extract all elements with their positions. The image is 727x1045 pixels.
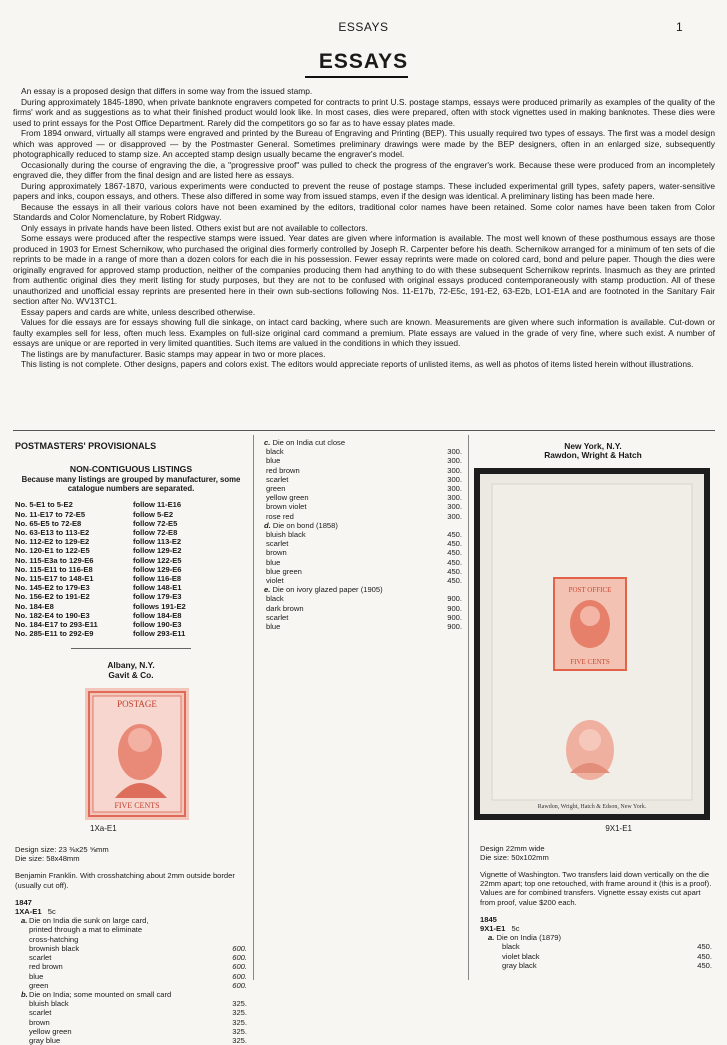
color-name: scarlet [266,539,289,549]
noncontig-row [15,500,186,509]
color-value-row [258,484,462,493]
color-value-row [258,493,462,502]
intro-paragraph: Essay papers and cards are white, unless described otherwise. [21,306,256,317]
color-value-row [258,475,462,484]
albany-stamp-image [85,688,189,820]
noncontig-range: No. 156-E2 to 191-E2 [15,592,90,602]
noncontig-table [15,500,186,638]
color-name: blue [29,971,44,981]
ny-caption: 9X1-E1 [605,824,632,834]
color-name: green [266,484,286,494]
variety-letter: b. [21,989,28,999]
noncontig-follow: follow 184-E8 [133,610,182,620]
variety-a [474,933,712,942]
intro-paragraph: Values for die essays are for essays showing full die sinkage, on intact card backing, where such are known. Measurements are given where such information is available. Cut-down or faulty examples sell for less, often much less. Examples on full-size original card command a premium. Plate essays are valued in the grade of very fine, where such exist. A number of essays are unique or are reported in very limited quantities. Such items are valued in the conditions in which they issued. [13,317,715,348]
color-value-row [258,456,462,465]
color-value-row [258,613,462,622]
noncontig-follow: follow 293-E11 [133,629,186,639]
noncontig-range: No. 115-E17 to 148-E1 [15,574,94,584]
catalogue-value: 600. [232,971,247,981]
color-name: scarlet [266,474,289,484]
die-size: Die size: 58x48mm [15,854,80,864]
noncontig-row [15,602,186,611]
color-value-row [258,539,462,548]
variety-text: Die on India die sunk on large card, printed through a mat to eliminate cross-hatching [29,916,149,944]
section-heading: POSTMASTERS' PROVISIONALS [15,441,157,451]
noncontig-row [15,565,186,574]
catalogue-value: 900. [447,622,462,632]
intro-paragraph: From 1894 onward, virtually all stamps were engraved and printed by the Bureau of Engraving and Printing (BEP). This usually required two types of essays. The first was a model design which was approved — or disapproved — by the Postmaster General. Sometimes preliminary drawings were made by the BEP designers, often in an enlarged size, subsequently photographically reduced to stamp size. An accepted stamp design usually became the engraver's model. [13,128,715,159]
color-value-row [15,1027,247,1036]
column-right [474,442,712,970]
catalogue-value: 300. [447,502,462,512]
intro-paragraph: Because the essays in all their various colors have not been examined by the editors, traditional color names have been retained. Some color names have been taken from Color Standards and Color Nomenclature, by Robert Ridgway. [13,201,715,222]
variety-text: Die on India; some mounted on small card [29,989,172,999]
noncontig-row [15,510,186,519]
intro-paragraph: Only essays in private hands have been listed. Others exist but are not available to collectors. [21,222,368,233]
noncontig-range: No. 115-E3a to 129-E6 [15,555,94,565]
color-name: blue [266,622,281,632]
noncontig-range: No. 145-E2 to 179-E3 [15,583,90,593]
noncontig-range: No. 5-E1 to 5-E2 [15,500,73,510]
catalogue-value: 450. [447,539,462,549]
color-name: gray blue [29,1035,61,1045]
divider [71,648,191,649]
column-divider [253,435,254,980]
noncontig-row [15,528,186,537]
catalogue-value: 600. [232,953,247,963]
intro-paragraph: Occasionally during the course of engraving the die, a "progressive proof" was pulled to check the progress of the engraver's work. Because these were produced from an incompletely engraved die, they differ from the final design and are listed here as essays. [13,159,715,180]
noncontig-note: Because many listings are grouped by manufacturer, some catalogue numbers are separated. [21,475,241,494]
intro-paragraph: The listings are by manufacturer. Basic stamps may appear in two or more places. [21,348,326,359]
noncontig-heading: NON-CONTIGUOUS LISTINGS [69,464,193,475]
design-size: Design 22mm wide [480,843,545,853]
noncontig-range: No. 115-E11 to 116-E8 [15,564,93,574]
color-name: brown violet [266,502,307,512]
albany-maker: Gavit & Co. [108,669,154,680]
color-name: blue [266,456,281,466]
variety-d [258,521,462,530]
color-value-row [15,981,247,990]
color-value-row [258,548,462,557]
variety-letter: c. [264,438,271,447]
noncontig-range: No. 182-E4 to 190-E3 [15,610,90,620]
page-number: 1 [676,20,683,34]
color-value-row [258,622,462,631]
variety-letter: d. [264,520,271,530]
color-value-row [258,530,462,539]
catalogue-value: 300. [447,465,462,475]
variety-letter: a. [21,916,28,926]
noncontig-range: No. 112-E2 to 129-E2 [15,537,90,547]
noncontig-row [15,537,186,546]
catalogue-number: 9X1-E1 [480,924,506,934]
color-name: red brown [29,962,63,972]
noncontig-follow: follows 191-E2 [133,601,186,611]
catalogue-value: 600. [232,980,247,990]
color-value-row [258,502,462,511]
noncontig-range: No. 63-E13 to 113-E2 [15,528,90,538]
color-name: brownish black [29,943,80,953]
noncontig-follow: follow 122-E5 [133,555,182,565]
color-value-row [474,961,712,970]
color-name: black [266,447,284,457]
color-value-row [15,972,247,981]
noncontig-range: No. 65-E5 to 72-E8 [15,518,82,528]
catalogue-number: 1XA-E1 [15,907,42,917]
intro-paragraph: This listing is not complete. Other designs, papers and colors exist. The editors would appreciate reports of unlisted items, as well as photos of items listed herein without illustrations. [21,359,694,369]
variety-letter: e. [264,585,271,595]
color-value-row [258,447,462,456]
year-heading: 1845 [480,914,497,924]
column-middle [258,438,462,631]
variety-text: Die on India (1879) [496,933,562,943]
column-divider-horizontal [13,430,715,431]
description: Benjamin Franklin. With crosshatching about 2mm outside border (usually cut off). [15,871,235,890]
catalogue-value: 300. [447,511,462,521]
noncontig-range: No. 184-E8 [15,601,54,611]
die-size: Die size: 50x102mm [480,852,549,862]
noncontig-range: No. 120-E1 to 122-E5 [15,546,90,556]
catalogue-value: 300. [447,493,462,503]
noncontig-range: No. 184-E17 to 293-E11 [15,620,98,630]
running-head: ESSAYS [338,20,389,34]
description: Vignette of Washington. Two transfers laid down vertically on the die 22mm apart; top one retouched, with frame around it (this is a proof). Values are for combined transfers. Vignette essay exists cut apart from proof, value $200 each. [480,870,712,907]
color-name: green [29,980,49,990]
variety-letter: a. [488,933,495,943]
variety-e [258,585,462,594]
intro-text [13,86,715,370]
intro-paragraph: Some essays were produced after the respective stamps were issued. Year dates are given where information is available. The most well known of these posthumous essays are those produced in 1903 for Ernest Schernikow, who purchased the original dies formerly controlled by Joseph R. Carpenter before his death. Schernikow arranged for a minimum of ten sets of die reprints to be made in a range of more than a dozen colors for each die in his possession. Fewer essay reprints were made on colored card, bond and pelure paper. Though the dies were originally engraved for approved stamp production, neither of the companies producing them had anything to do with these subsequent Schernikow reprints. Inasmuch as they are printed from authentic original dies they merit listing for study purposes, but they are not to be confused with original essays produced contemporaneously with stamp production. All of these unauthorized and unofficial essay reprints are presented here in their own sub-sections following Nos. 11-E17b, 72-E5c, 191-E2, 63-E2b, LO1-E1A and are footnoted in the Sanitary Fair section after No. WV13TC1. [13,233,715,306]
color-value-row [15,953,247,962]
noncontig-range: No. 285-E11 to 292-E9 [15,629,94,639]
column-divider [468,435,469,980]
color-name: black [502,942,520,952]
noncontig-row [15,583,186,592]
color-name: blue green [266,566,302,576]
stamp-bottom-label: FIVE CENTS [570,658,610,667]
catalogue-value: 600. [232,943,247,953]
stamp-bottom-label: FIVE CENTS [114,800,160,810]
catalogue-value: 300. [447,474,462,484]
color-value-row [15,962,247,971]
noncontig-row [15,611,186,620]
catalogue-value: 900. [447,612,462,622]
variety-c [258,438,462,447]
title-rule [305,76,408,78]
color-value-row [258,567,462,576]
variety-b [15,990,247,999]
catalogue-value: 450. [447,548,462,558]
listing-number-row [474,924,712,933]
catalogue-value: 450. [697,960,712,970]
noncontig-follow: follow 5-E2 [133,509,174,519]
color-value-row [15,1036,247,1045]
noncontig-follow: follow 179-E3 [133,592,182,602]
color-value-row [15,944,247,953]
year-heading: 1847 [15,897,32,907]
noncontig-row [15,592,186,601]
catalogue-value: 900. [447,603,462,613]
variety-text: Die on bond (1858) [272,520,338,530]
catalogue-value: 325. [232,1026,247,1036]
color-value-row [474,942,712,951]
catalogue-value: 450. [697,951,712,961]
color-name: brown [266,548,287,558]
color-name: red brown [266,465,300,475]
noncontig-follow: follow 72-E5 [133,518,178,528]
color-name: rose red [266,511,294,521]
ny-essay-image [474,468,710,820]
color-value-row [15,999,247,1008]
noncontig-follow: follow 190-E3 [133,620,182,630]
catalogue-value: 450. [697,942,712,952]
ny-location: New York, N.Y. [564,441,622,451]
color-name: yellow green [29,1026,72,1036]
design-size: Design size: 23 ⅜x25 ⅝mm [15,845,109,855]
catalogue-value: 300. [447,447,462,457]
color-value-row [258,594,462,603]
intro-paragraph: An essay is a proposed design that differs in some way from the issued stamp. [21,86,313,96]
noncontig-range: No. 11-E17 to 72-E5 [15,509,86,519]
catalogue-value: 600. [232,962,247,972]
denomination: 5c [47,907,56,917]
color-name: bluish black [266,530,306,540]
variety-text: Die on ivory glazed paper (1905) [272,585,383,595]
catalogue-value: 450. [447,557,462,567]
noncontig-follow: follow 148-E1 [133,583,182,593]
catalogue-value: 900. [447,594,462,604]
color-value-row [258,576,462,585]
noncontig-row [15,519,186,528]
noncontig-row [15,620,186,629]
catalogue-value: 300. [447,484,462,494]
noncontig-row [15,556,186,565]
color-name: violet [266,576,284,586]
color-value-row [258,558,462,567]
color-value-row [258,512,462,521]
color-value-row [258,604,462,613]
intro-paragraph: During approximately 1867-1870, various experiments were conducted to prevent the reuse of postage stamps. These included experimental grill types, safety papers, water-sensitive papers and inks, coupon essays, and others. These also differed in some way from issued stamps, even if the design was identical. A preliminary listing has been made here. [13,180,715,201]
noncontig-follow: follow 129-E6 [133,564,182,574]
noncontig-follow: follow 11-E16 [133,500,182,510]
color-name: violet black [502,951,540,961]
noncontig-follow: follow 116-E8 [133,574,182,584]
color-value-row [258,466,462,475]
color-value-row [15,1008,247,1017]
noncontig-row [15,574,186,583]
catalogue-value: 325. [232,1035,247,1045]
stamp-top-label: POST OFFICE [568,586,612,595]
color-name: blue [266,557,281,567]
color-name: black [266,594,284,604]
catalogue-value: 325. [232,1008,247,1018]
catalogue-value: 300. [447,456,462,466]
intro-paragraph: During approximately 1845-1890, when private banknote engravers competed for contracts to print U.S. postage stamps, essays were produced primarily as examples of the quality of the firms' work and as suggestions as to what their finished product would look like. In most cases, dies were prepared, often with stock vignettes used in making banknotes. These dies were used to print essays for the Post Office Department. Rarely did the competitors go so far as to have essay plates made. [13,96,715,128]
variety-text: Die on India cut close [272,438,346,447]
color-name: dark brown [266,603,304,613]
color-name: scarlet [29,953,52,963]
listing-number-row [15,907,247,916]
color-name: scarlet [29,1008,52,1018]
albany-caption: 1Xa-E1 [90,823,117,833]
albany-location: Albany, N.Y. [107,660,155,671]
essay-imprint: Rawdon, Wright, Hatch & Edson, New York. [537,804,647,811]
noncontig-row [15,629,186,638]
color-name: brown [29,1017,50,1027]
color-name: gray black [502,960,537,970]
color-value-row [15,1018,247,1027]
noncontig-row [15,546,186,555]
color-name: yellow green [266,493,309,503]
stamp-top-label: POSTAGE [117,698,157,709]
column-left [15,442,247,1045]
noncontig-follow: follow 72-E8 [133,528,178,538]
color-name: bluish black [29,999,69,1009]
catalogue-value: 450. [447,576,462,586]
catalogue-value: 325. [232,999,247,1009]
catalogue-value: 450. [447,530,462,540]
catalogue-value: 325. [232,1017,247,1027]
ny-maker: Rawdon, Wright & Hatch [544,450,642,461]
noncontig-follow: follow 129-E2 [133,546,182,556]
noncontig-follow: follow 113-E2 [133,537,182,547]
denomination: 5c [511,924,520,934]
catalogue-value: 450. [447,566,462,576]
color-value-row [474,952,712,961]
variety-a [15,916,247,944]
page-title: ESSAYS [318,50,409,73]
color-name: scarlet [266,612,289,622]
